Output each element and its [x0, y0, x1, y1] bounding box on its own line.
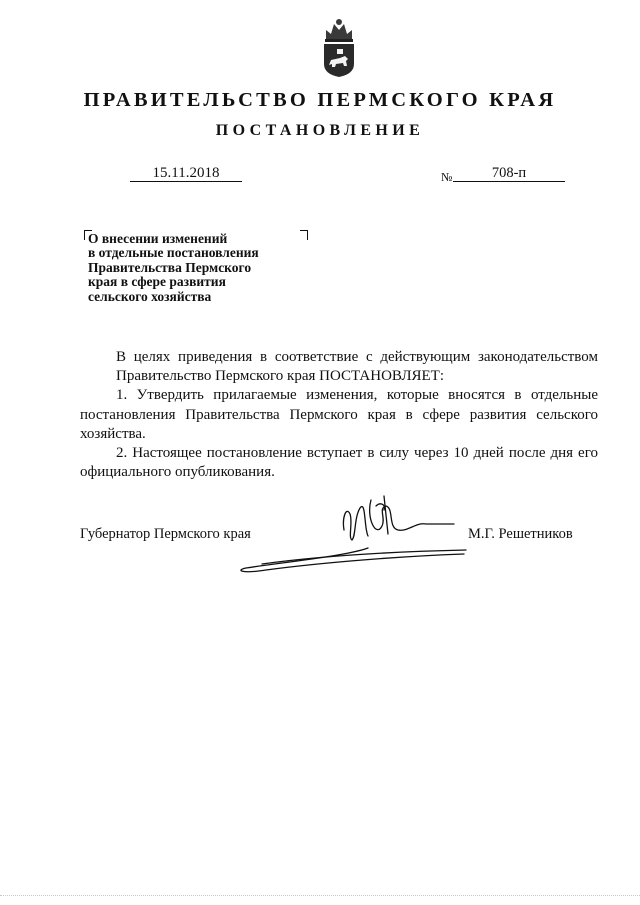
intro-line-1: В целях приведения в соответствие с действующим законодательством: [116, 349, 598, 365]
number-underline: [453, 181, 565, 182]
subject-line: края в сфере развития: [88, 274, 226, 290]
subject-line: в отдельные постановления: [88, 245, 259, 261]
date-underline: [130, 181, 242, 182]
document-date: 15.11.2018: [152, 165, 220, 181]
document-type: ПОСТАНОВЛЕНИЕ: [215, 122, 425, 139]
item-1: 1. Утвердить прилагаемые изменения, которые вносятся в отдельные постановления Правительства Пермского края в сфере развития сельского хозяйства.: [80, 387, 598, 442]
coat-of-arms-icon: [318, 16, 360, 78]
handwritten-signature-icon: [226, 478, 476, 580]
number-sign: №: [441, 170, 453, 184]
intro-line-2: Правительство Пермского края ПОСТАНОВЛЯЕТ:: [116, 368, 445, 385]
subject-line: О внесении изменений: [88, 231, 228, 246]
signatory-position: Губернатор Пермского края: [80, 526, 251, 542]
signatory-name: М.Г. Решетников: [468, 526, 573, 542]
document-number: 708-п: [491, 165, 527, 181]
document-subject: [88, 232, 308, 304]
subject-line: Правительства Пермского: [88, 259, 252, 275]
item-2: 2. Настоящее постановление вступает в силу через 10 дней после дня его официального опубликования.: [80, 445, 598, 481]
scan-edge-divider: [0, 895, 640, 896]
document-body: [80, 348, 598, 482]
subject-line: сельского хозяйства: [88, 288, 212, 304]
government-title: ПРАВИТЕЛЬСТВО ПЕРМСКОГО КРАЯ: [83, 89, 557, 111]
